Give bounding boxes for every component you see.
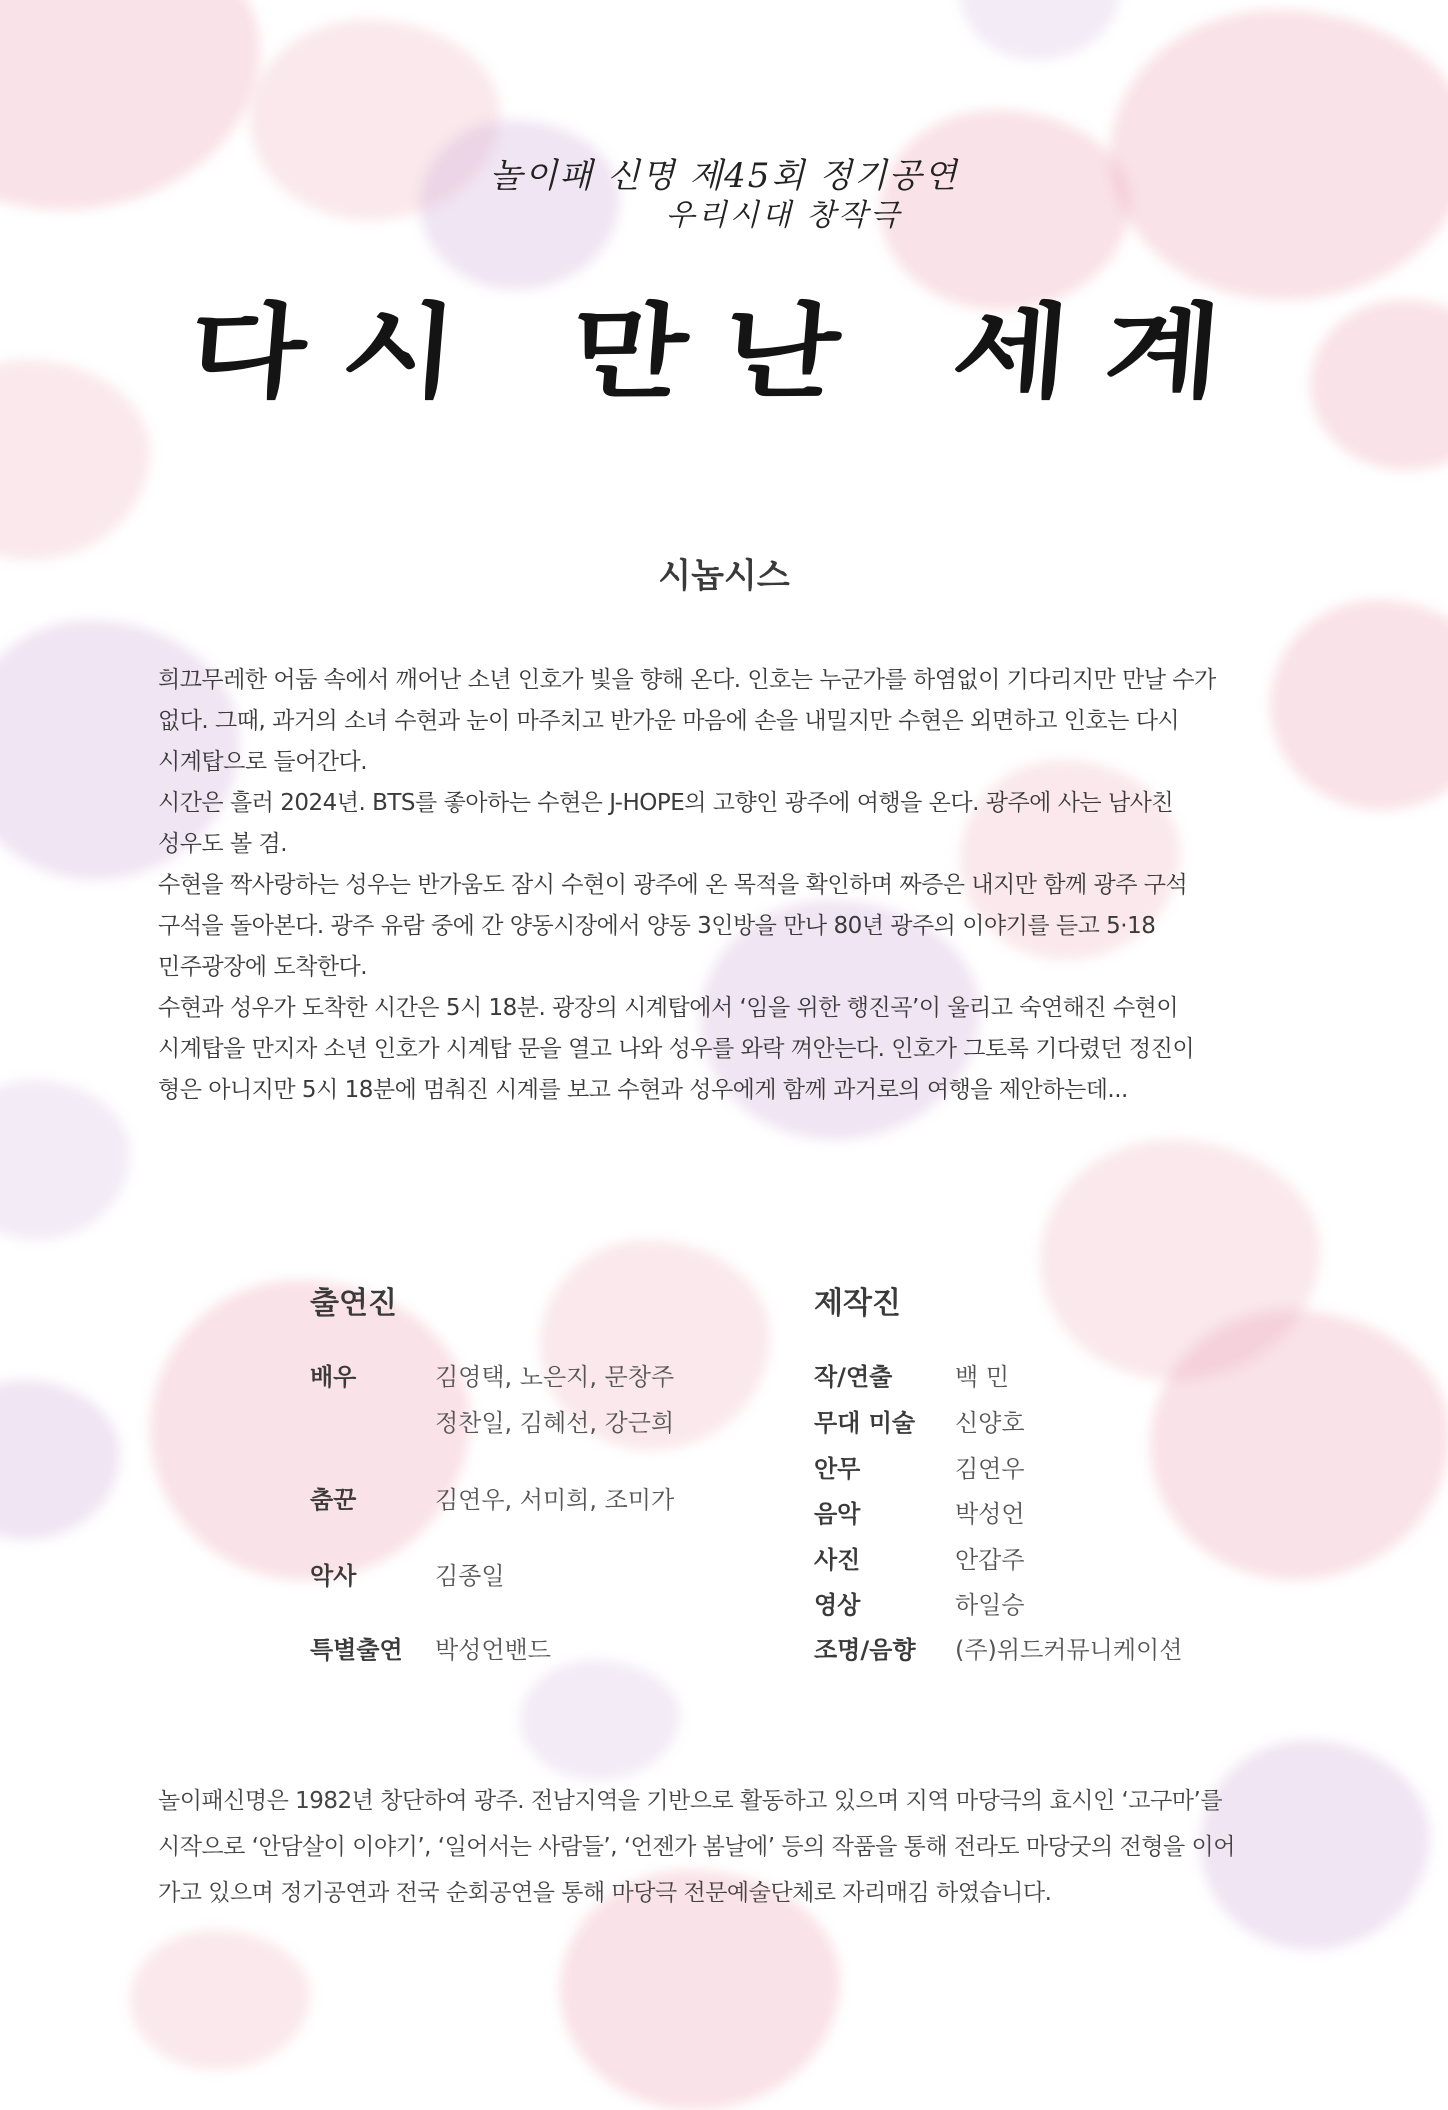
synopsis-line: 성우도 볼 겸. <box>158 831 288 857</box>
synopsis-line: 민주광장에 도착한다. <box>158 954 368 980</box>
cast-label-musicians: 악사 <box>310 1562 357 1590</box>
cast-value-actors-2: 정찬일, 김혜선, 강근희 <box>435 1409 675 1437</box>
synopsis-heading: 시놉시스 <box>658 556 790 596</box>
synopsis-line: 수현과 성우가 도착한 시간은 5시 18분. 광장의 시계탑에서 ‘임을 위한 행진곡’이 울리고 숙연해진 수현이 <box>158 995 1179 1021</box>
staff-value-choreography: 김연우 <box>955 1455 1025 1483</box>
cast-value-musicians: 김종일 <box>435 1562 505 1590</box>
cast-value-special: 박성언밴드 <box>435 1636 551 1664</box>
company-description-line: 놀이패신명은 1982년 창단하여 광주. 전남지역을 기반으로 활동하고 있으며 지역 마당극의 효시인 ‘고구마’를 <box>158 1788 1223 1814</box>
staff-value-music: 박성언 <box>955 1500 1025 1528</box>
synopsis-line: 수현을 짝사랑하는 성우는 반가움도 잠시 수현이 광주에 온 목적을 확인하며 짜증은 내지만 함께 광주 구석 <box>158 872 1188 898</box>
synopsis-line: 희끄무레한 어둠 속에서 깨어난 소년 인호가 빛을 향해 온다. 인호는 누군가를 하염없이 기다리지만 만날 수가 <box>158 667 1216 693</box>
staff-label-choreography: 안무 <box>814 1455 861 1483</box>
synopsis-line: 시계탑을 만지자 소년 인호가 시계탑 문을 열고 나와 성우를 와락 껴안는다. 인호가 그토록 기다렸던 정진이 <box>158 1036 1195 1062</box>
synopsis-line: 없다. 그때, 과거의 소녀 수현과 눈이 마주치고 반가운 마음에 손을 내밀지만 수현은 외면하고 인호는 다시 <box>158 708 1180 734</box>
company-description-line: 시작으로 ‘안담살이 이야기’, ‘일어서는 사람들’, ‘언젠가 봄날에’ 등의 작품을 통해 전라도 마당굿의 전형을 이어 <box>158 1834 1235 1860</box>
staff-value-video: 하일승 <box>955 1591 1025 1619</box>
company-description <box>158 1778 1298 1916</box>
cast-label-special: 특별출연 <box>310 1636 403 1664</box>
synopsis-line: 형은 아니지만 5시 18분에 멈춰진 시계를 보고 수현과 성우에게 함께 과거로의 여행을 제안하는데... <box>158 1077 1128 1103</box>
genre-line: 우리시대 창작극 <box>665 198 903 233</box>
staff-label-music: 음악 <box>814 1500 861 1528</box>
staff-label-director: 작/연출 <box>814 1363 893 1391</box>
synopsis-line: 시계탑으로 들어간다. <box>158 749 368 775</box>
staff-value-stage-art: 신양호 <box>955 1409 1025 1437</box>
cast-label-actors: 배우 <box>310 1363 357 1391</box>
cast-heading: 출연진 <box>310 1286 397 1321</box>
company-description-line: 가고 있으며 정기공연과 전국 순회공연을 통해 마당극 전문예술단체로 자리매김 하였습니다. <box>158 1880 1052 1906</box>
synopsis-body <box>158 660 1298 1111</box>
cast-value-actors-1: 김영택, 노은지, 문창주 <box>435 1363 675 1391</box>
company-production-line: 놀이패 신명 제45회 정기공연 <box>489 156 959 196</box>
staff-label-lighting-sound: 조명/음향 <box>814 1636 916 1664</box>
staff-label-video: 영상 <box>814 1591 861 1619</box>
synopsis-line: 시간은 흘러 2024년. BTS를 좋아하는 수현은 J-HOPE의 고향인 광주에 여행을 온다. 광주에 사는 남사친 <box>158 790 1174 816</box>
staff-value-photo: 안갑주 <box>955 1546 1025 1574</box>
cast-label-dancers: 춤꾼 <box>310 1486 357 1514</box>
staff-label-stage-art: 무대 미술 <box>814 1409 916 1437</box>
cast-value-dancers: 김연우, 서미희, 조미가 <box>435 1486 675 1514</box>
staff-heading: 제작진 <box>814 1286 901 1321</box>
staff-value-director: 백 민 <box>955 1363 1009 1391</box>
staff-label-photo: 사진 <box>814 1546 861 1574</box>
staff-value-lighting-sound: (주)위드커뮤니케이션 <box>955 1636 1183 1664</box>
synopsis-line: 구석을 돌아본다. 광주 유람 중에 간 양동시장에서 양동 3인방을 만나 80년 광주의 이야기를 듣고 5·18 <box>158 913 1156 939</box>
main-title: 다시 만난 세계 <box>184 292 1262 412</box>
